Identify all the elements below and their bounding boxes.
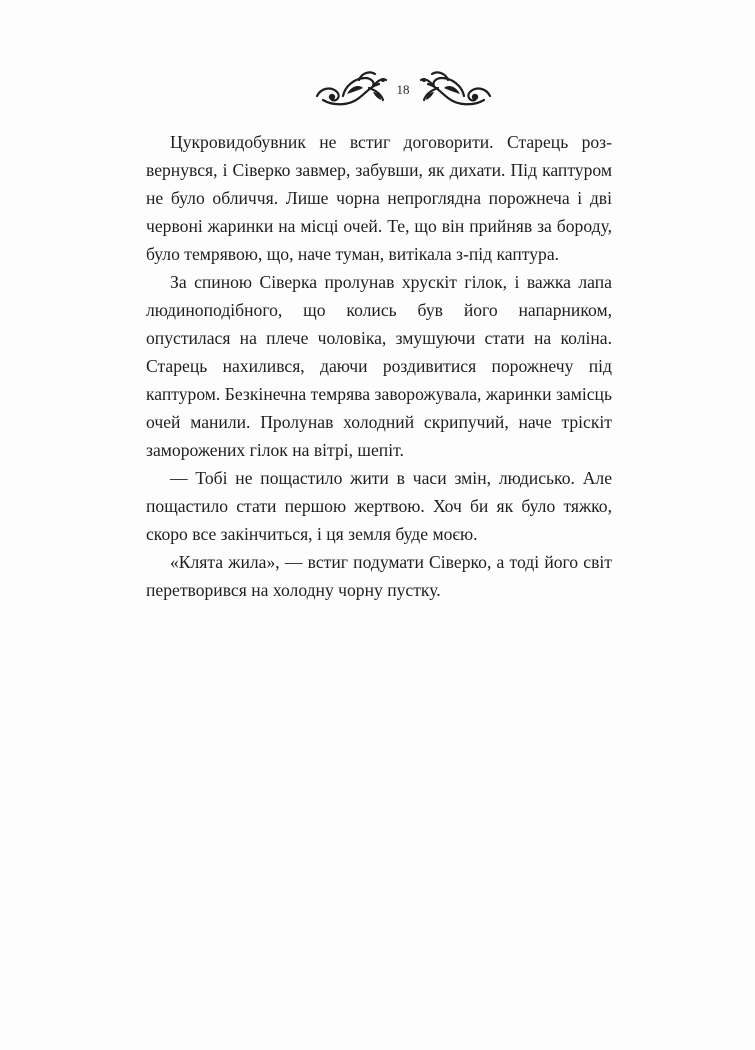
page-header [0, 66, 755, 110]
paragraph: «Клята жила», — встиг подумати Сіверко, а тоді його світ перетворився на холодну чорну пустку. [146, 552, 612, 600]
body-text [146, 128, 612, 604]
paragraph: Цукровидобувник не встиг договорити. Старець розвернувся, і Сіверко завмер, забувши, як дихати. Під каптуром не було обличчя. Лише чорна непроглядна порожнеча і дві червоні жаринки на місці очей. Те, що він прийняв за бороду, було темрявою, що, наче туман, витікала з-під каптура. [146, 132, 612, 264]
paragraph: За спиною Сіверка пролунав хрускіт гілок, і важка лапа людиноподібного, що колись був його напарником, опустилася на плече чоловіка, змушуючи стати на коліна. Старець нахилився, даючи роздивитися порожнечу під каптуром. Безкінечна темрява заворожувала, жаринки замісць очей манили. Пролунав холодний скрипучий, наче тріскіт заморожених гілок на вітрі, шепіт. [146, 272, 612, 460]
flourish-ornament-icon [313, 66, 389, 110]
paragraph: — Тобі не пощастило жити в часи змін, людисько. Але пощастило стати першою жертвою. Хоч би як було тяжко, скоро все закінчиться, і ця земля буде моєю. [146, 468, 612, 544]
flourish-ornament-icon [418, 66, 494, 110]
page-number: 18 [396, 82, 410, 97]
